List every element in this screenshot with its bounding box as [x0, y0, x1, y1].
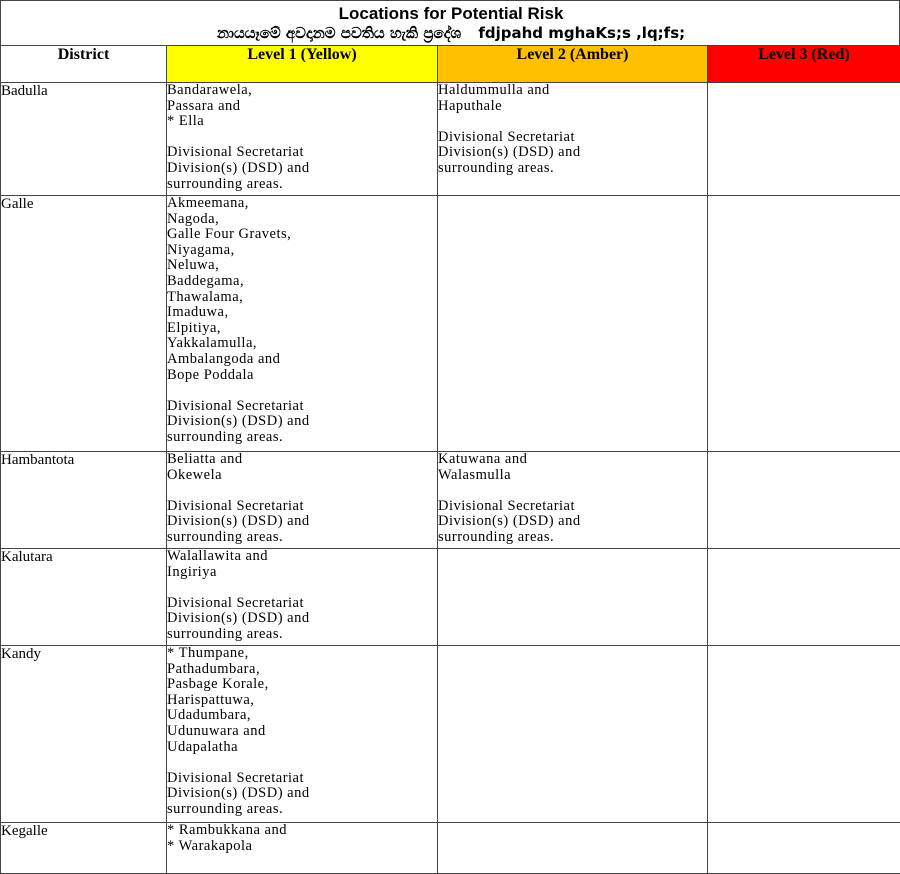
table-row: [1, 646, 900, 823]
location-line: Harispattuwa,: [167, 693, 437, 709]
paragraph-gap: [167, 130, 437, 146]
location-line: Ambalangoda and: [167, 352, 437, 368]
location-line: surrounding areas.: [438, 161, 707, 177]
table-row: [1, 83, 900, 196]
level3-cell: [708, 83, 900, 196]
location-line: Division(s) (DSD) and: [167, 414, 437, 430]
location-line: surrounding areas.: [167, 530, 437, 546]
location-line: surrounding areas.: [438, 530, 707, 546]
location-line: Pasbage Korale,: [167, 677, 437, 693]
location-line: Division(s) (DSD) and: [167, 514, 437, 530]
location-line: Haputhale: [438, 99, 707, 115]
location-line: Pathadumbara,: [167, 662, 437, 678]
location-line: Divisional Secretariat: [167, 399, 437, 415]
location-line: Thawalama,: [167, 290, 437, 306]
risk-table: [0, 45, 900, 874]
location-line: Ingiriya: [167, 565, 437, 581]
header-level2: Level 2 (Amber): [438, 46, 708, 83]
location-line: Udapalatha: [167, 740, 437, 756]
location-line: Divisional Secretariat: [167, 499, 437, 515]
location-line: Imaduwa,: [167, 305, 437, 321]
location-line: Passara and: [167, 99, 437, 115]
location-line: surrounding areas.: [167, 177, 437, 193]
level1-cell: [167, 549, 438, 646]
paragraph-gap: [438, 114, 707, 130]
location-line: Haldummulla and: [438, 83, 707, 99]
location-line: Divisional Secretariat: [167, 771, 437, 787]
location-line: Divisional Secretariat: [167, 596, 437, 612]
location-line: Elpitiya,: [167, 321, 437, 337]
table-row: [1, 196, 900, 452]
location-line: Akmeemana,: [167, 196, 437, 212]
location-line: Katuwana and: [438, 452, 707, 468]
level1-cell: [167, 646, 438, 823]
location-line: Divisional Secretariat: [438, 499, 707, 515]
location-line: Udadumbara,: [167, 708, 437, 724]
location-line: Nagoda,: [167, 212, 437, 228]
page-title: Locations for Potential Risk: [1, 4, 900, 24]
district-cell: Hambantota: [1, 452, 167, 549]
location-line: surrounding areas.: [167, 430, 437, 446]
header-level1: Level 1 (Yellow): [167, 46, 438, 83]
location-line: Division(s) (DSD) and: [438, 145, 707, 161]
level3-cell: [708, 646, 900, 823]
paragraph-gap: [438, 483, 707, 499]
level1-cell: [167, 452, 438, 549]
location-line: Walasmulla: [438, 468, 707, 484]
location-line: * Rambukkana and: [167, 823, 437, 839]
location-line: surrounding areas.: [167, 627, 437, 643]
title-block: [0, 0, 900, 46]
header-district: District: [1, 46, 167, 83]
district-cell: Kandy: [1, 646, 167, 823]
location-line: surrounding areas.: [167, 802, 437, 818]
location-line: Division(s) (DSD) and: [167, 786, 437, 802]
location-line: Bandarawela,: [167, 83, 437, 99]
location-line: Division(s) (DSD) and: [167, 161, 437, 177]
district-cell: Galle: [1, 196, 167, 452]
location-line: Division(s) (DSD) and: [438, 514, 707, 530]
location-line: Galle Four Gravets,: [167, 227, 437, 243]
location-line: Yakkalamulla,: [167, 336, 437, 352]
subtitle-tamil: fdjpahd mghaKs;s ,lq;fs;: [478, 24, 685, 42]
level2-cell: [438, 549, 708, 646]
location-line: Walallawita and: [167, 549, 437, 565]
level3-cell: [708, 823, 900, 874]
district-cell: Kalutara: [1, 549, 167, 646]
location-line: Bope Poddala: [167, 368, 437, 384]
paragraph-gap: [167, 580, 437, 596]
header-row: [1, 46, 900, 83]
location-line: Neluwa,: [167, 258, 437, 274]
level2-cell: [438, 452, 708, 549]
table-row: [1, 549, 900, 646]
location-line: Division(s) (DSD) and: [167, 611, 437, 627]
level1-cell: [167, 823, 438, 874]
district-cell: Kegalle: [1, 823, 167, 874]
level3-cell: [708, 452, 900, 549]
page-subtitle: [1, 24, 900, 42]
table-row: [1, 452, 900, 549]
table-row: [1, 823, 900, 874]
level2-cell: [438, 646, 708, 823]
location-line: Divisional Secretariat: [438, 130, 707, 146]
paragraph-gap: [167, 483, 437, 499]
location-line: * Warakapola: [167, 839, 437, 855]
risk-table-body: [1, 83, 900, 874]
paragraph-gap: [167, 383, 437, 399]
level2-cell: [438, 196, 708, 452]
level2-cell: [438, 83, 708, 196]
level1-cell: [167, 196, 438, 452]
level3-cell: [708, 549, 900, 646]
location-line: Udunuwara and: [167, 724, 437, 740]
subtitle-sinhala: නායයෑමේ අවදානම පවතිය හැකි ප්‍රදේශ: [217, 24, 461, 42]
level2-cell: [438, 823, 708, 874]
level1-cell: [167, 83, 438, 196]
level3-cell: [708, 196, 900, 452]
location-line: * Ella: [167, 114, 437, 130]
location-line: Okewela: [167, 468, 437, 484]
paragraph-gap: [167, 755, 437, 771]
location-line: * Thumpane,: [167, 646, 437, 662]
location-line: Beliatta and: [167, 452, 437, 468]
location-line: Baddegama,: [167, 274, 437, 290]
district-cell: Badulla: [1, 83, 167, 196]
location-line: Niyagama,: [167, 243, 437, 259]
location-line: Divisional Secretariat: [167, 145, 437, 161]
header-level3: Level 3 (Red): [708, 46, 900, 83]
